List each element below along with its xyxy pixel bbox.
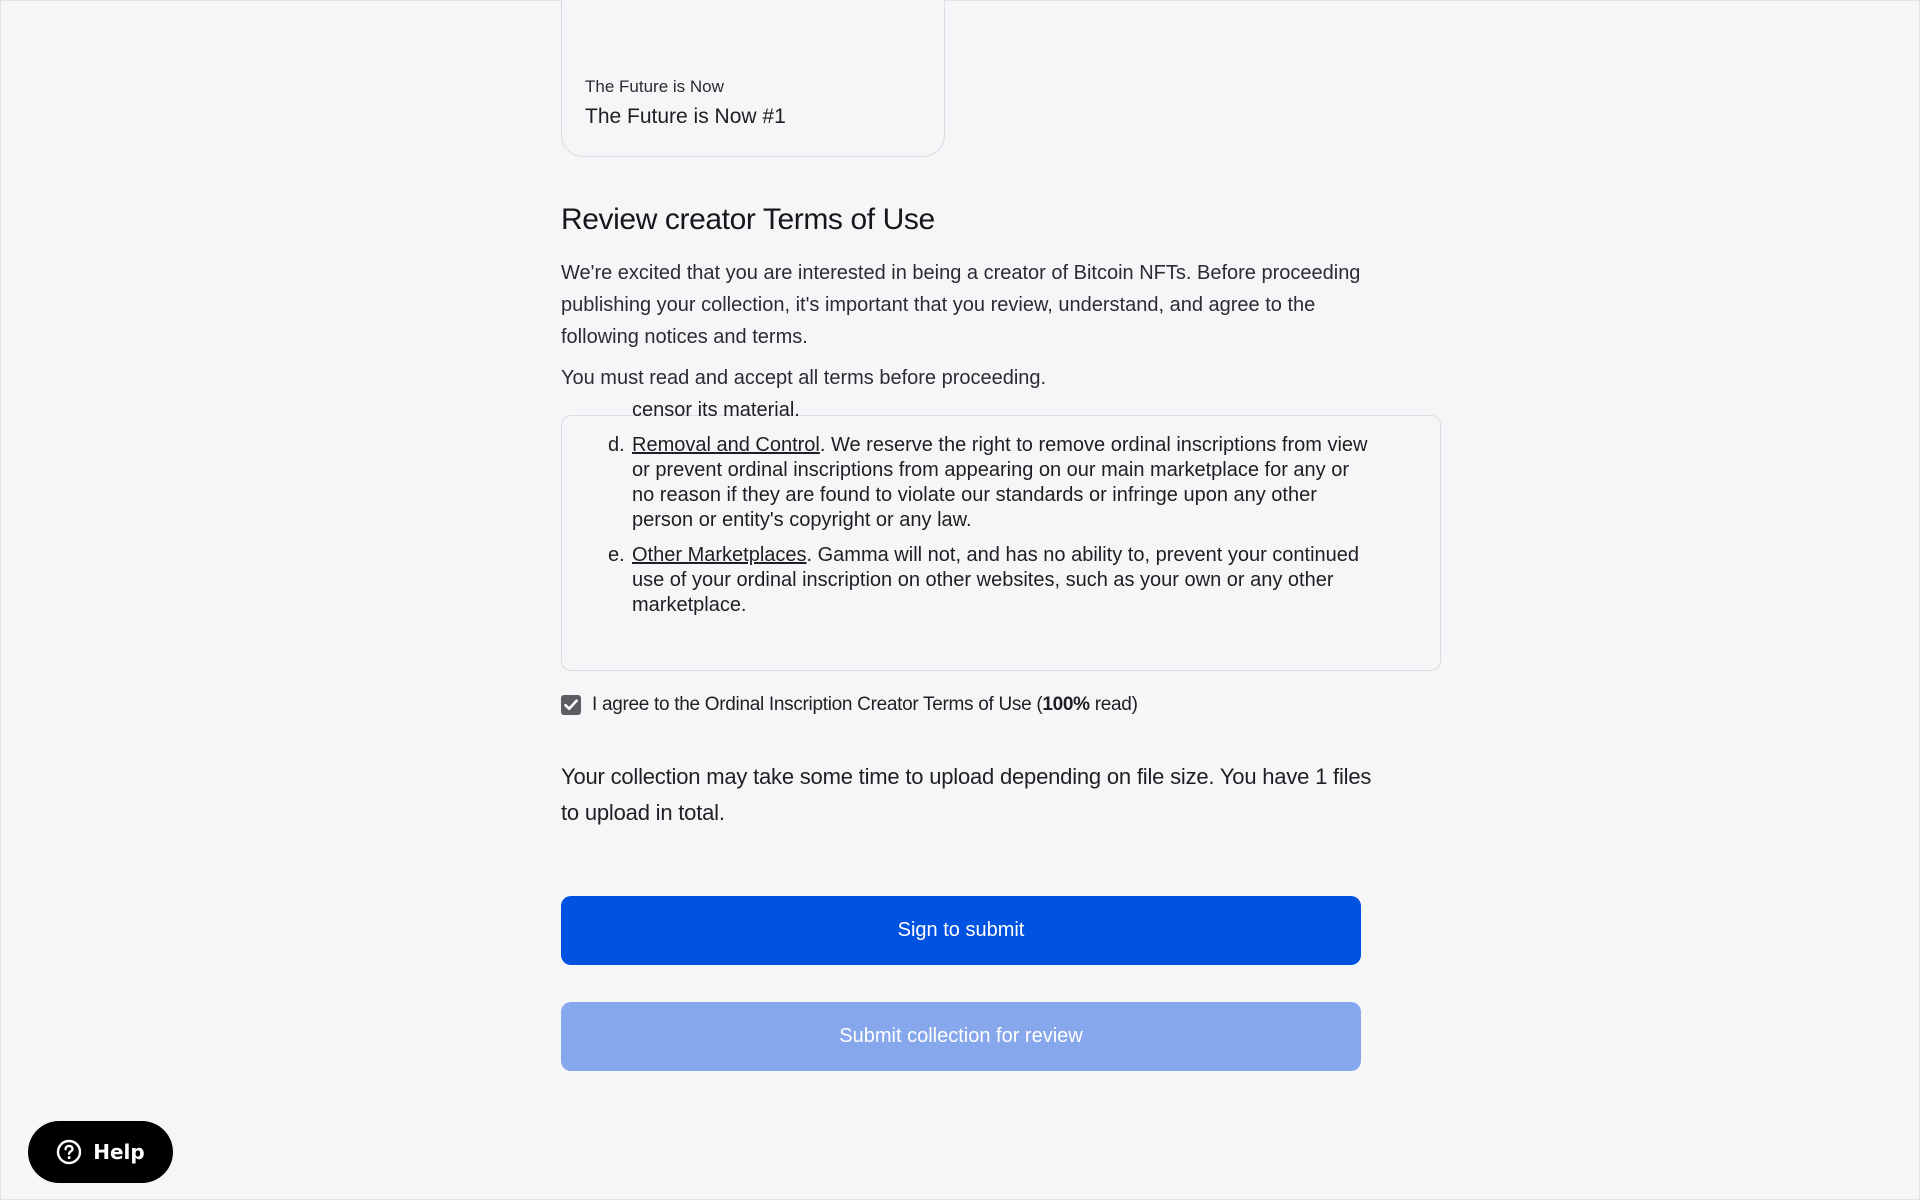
terms-list — [562, 433, 1440, 618]
terms-item-letter: e. — [608, 544, 625, 566]
terms-item-text: . Gamma will not, and has no ability to, prevent your continued use of your ordinal inscription on other websites, such as your own or any other marketplace. — [632, 544, 1360, 616]
terms-scroll-box[interactable] — [561, 399, 1441, 671]
question-circle-icon — [56, 1139, 82, 1165]
agreement-label-prefix: I agree to the Ordinal Inscription Creator Terms of Use ( — [592, 694, 1043, 715]
nft-preview-card — [561, 0, 945, 157]
terms-link-removal-and-control[interactable]: Removal and Control — [632, 434, 820, 456]
upload-note: Your collection may take some time to upload depending on file size. You have 1 files to upload in total. — [561, 764, 1372, 825]
nft-collection-name: The Future is Now — [585, 77, 724, 96]
terms-agreement-checkbox[interactable] — [561, 695, 581, 715]
terms-agreement-label[interactable] — [592, 694, 1138, 716]
terms-intro: We're excited that you are interested in being a creator of Bitcoin NFTs. Before proceeding publishing your collection, it's important that you review, understand, and agree to the following notices and terms. — [561, 262, 1361, 348]
agreement-label-suffix: read) — [1089, 694, 1138, 715]
help-button[interactable] — [28, 1121, 173, 1183]
agreement-read-percent: 100% — [1042, 694, 1090, 715]
terms-item-text: . We reserve the right to remove ordinal inscriptions from view or prevent ordinal inscriptions from appearing on our main marketplace for any or no reason if they are found to violate our standards or infringe upon any other person or entity's copyright or any law. — [632, 434, 1368, 531]
terms-item-removal-and-control — [608, 433, 1372, 533]
help-label: Help — [93, 1140, 145, 1164]
sign-to-submit-button[interactable]: Sign to submit — [561, 896, 1361, 965]
terms-agreement-row — [561, 693, 1138, 717]
terms-previous-item-fragment: censor its material. — [632, 399, 800, 421]
terms-must-accept-note: You must read and accept all terms before proceeding. — [561, 367, 1047, 389]
terms-item-other-marketplaces — [608, 543, 1372, 618]
submit-collection-button[interactable]: Submit collection for review — [561, 1002, 1361, 1071]
terms-heading: Review creator Terms of Use — [561, 203, 935, 236]
terms-item-letter: d. — [608, 434, 625, 456]
checkmark-icon — [564, 699, 578, 711]
terms-scroll-content — [562, 398, 1440, 628]
nft-item-name: The Future is Now #1 — [585, 105, 786, 128]
terms-link-other-marketplaces[interactable]: Other Marketplaces — [632, 544, 807, 566]
